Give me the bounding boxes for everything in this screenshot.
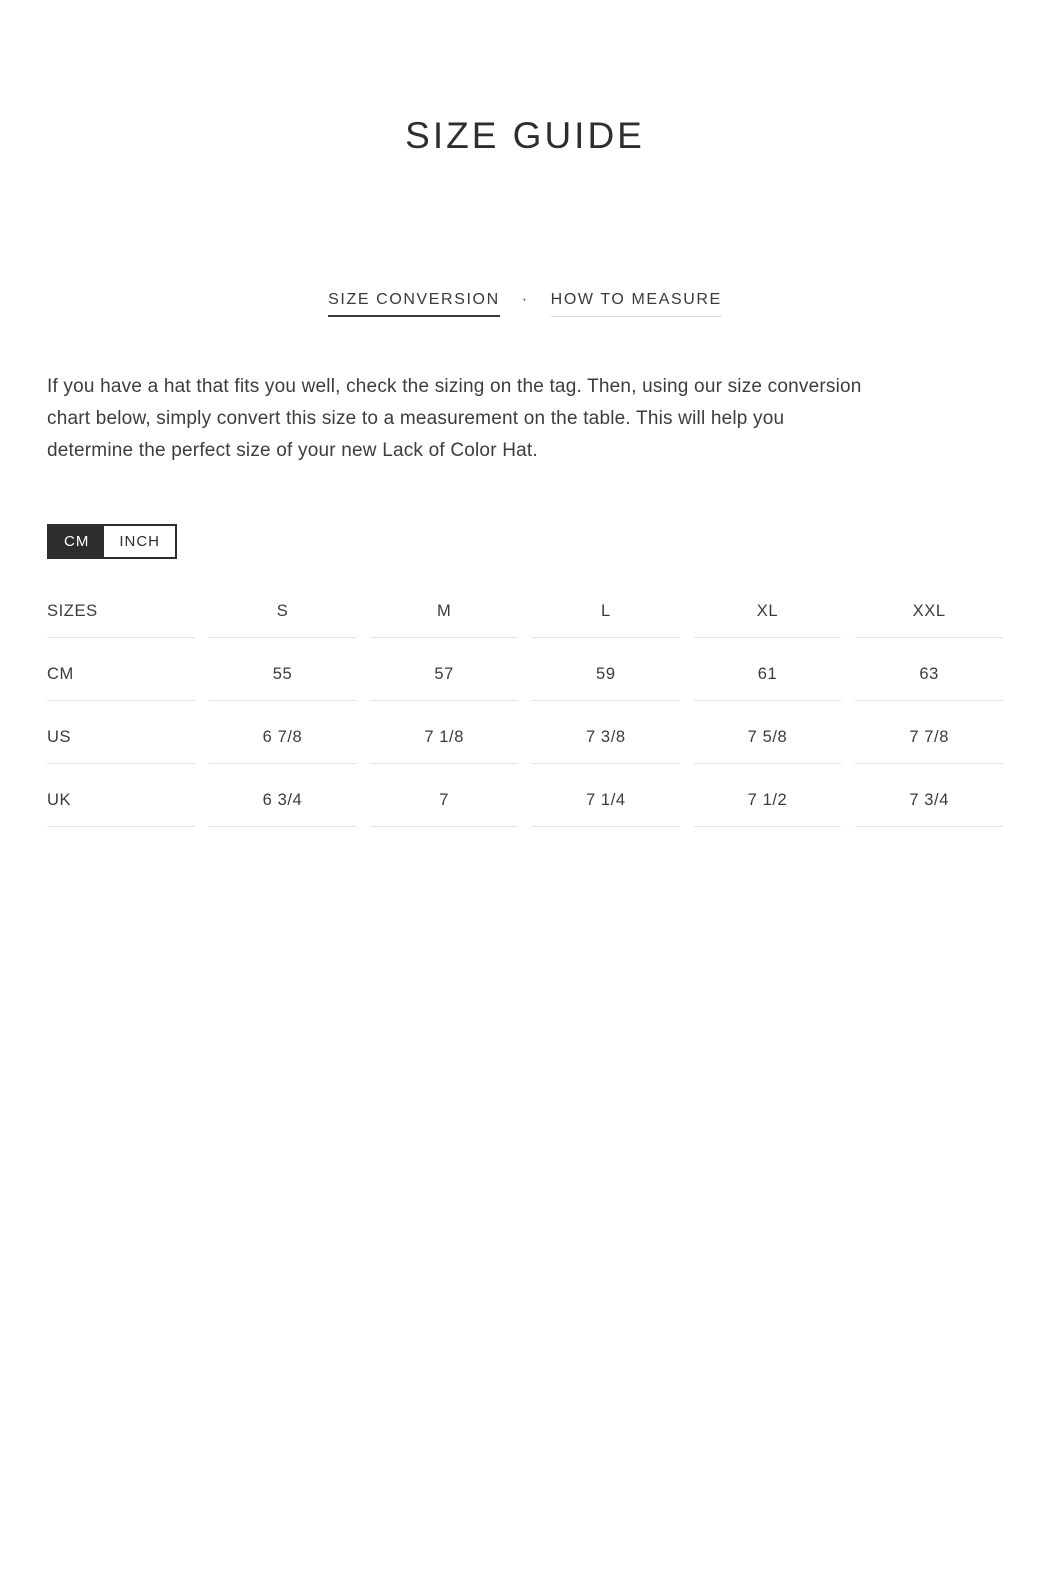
table-cell-us-xl: 7 5/8 (694, 727, 842, 764)
size-table (47, 601, 1003, 827)
table-cell-cm-l: 59 (532, 664, 680, 701)
unit-toggle (47, 524, 177, 559)
table-cell-cm-m: 57 (370, 664, 518, 701)
table-row-label-us: US (47, 727, 195, 764)
table-cell-uk-xl: 7 1/2 (694, 790, 842, 827)
tab-bar (47, 291, 1003, 317)
table-cell-uk-xxl: 7 3/4 (855, 790, 1003, 827)
intro-line-2: chart below, simply convert this size to a measurement on the table. This will help you (47, 407, 785, 429)
intro-line-3: determine the perfect size of your new Lack of Color Hat. (47, 439, 538, 461)
table-cell-cm-xxl: 63 (855, 664, 1003, 701)
unit-inch-button[interactable]: INCH (104, 526, 175, 557)
table-cell-us-m: 7 1/8 (370, 727, 518, 764)
table-header-m: M (370, 601, 518, 638)
table-cell-uk-s: 6 3/4 (209, 790, 357, 827)
intro-text (47, 371, 1003, 467)
table-cell-us-l: 7 3/8 (532, 727, 680, 764)
table-cell-uk-l: 7 1/4 (532, 790, 680, 827)
table-header-xl: XL (694, 601, 842, 638)
table-cell-uk-m: 7 (370, 790, 518, 827)
table-row-label-uk: UK (47, 790, 195, 827)
table-header-xxl: XXL (855, 601, 1003, 638)
table-header-sizes: SIZES (47, 601, 195, 638)
table-header-l: L (532, 601, 680, 638)
table-row-label-cm: CM (47, 664, 195, 701)
tab-separator: · (521, 290, 529, 308)
table-cell-us-s: 6 7/8 (209, 727, 357, 764)
table-cell-cm-xl: 61 (694, 664, 842, 701)
intro-line-1: If you have a hat that fits you well, check the sizing on the tag. Then, using our size conversion (47, 375, 862, 397)
table-header-s: S (209, 601, 357, 638)
tab-how-to-measure[interactable]: HOW TO MEASURE (551, 291, 722, 317)
page-title: SIZE GUIDE (405, 115, 645, 156)
unit-cm-button[interactable]: CM (49, 526, 104, 557)
table-cell-us-xxl: 7 7/8 (855, 727, 1003, 764)
tab-size-conversion[interactable]: SIZE CONVERSION (328, 291, 500, 317)
table-cell-cm-s: 55 (209, 664, 357, 701)
